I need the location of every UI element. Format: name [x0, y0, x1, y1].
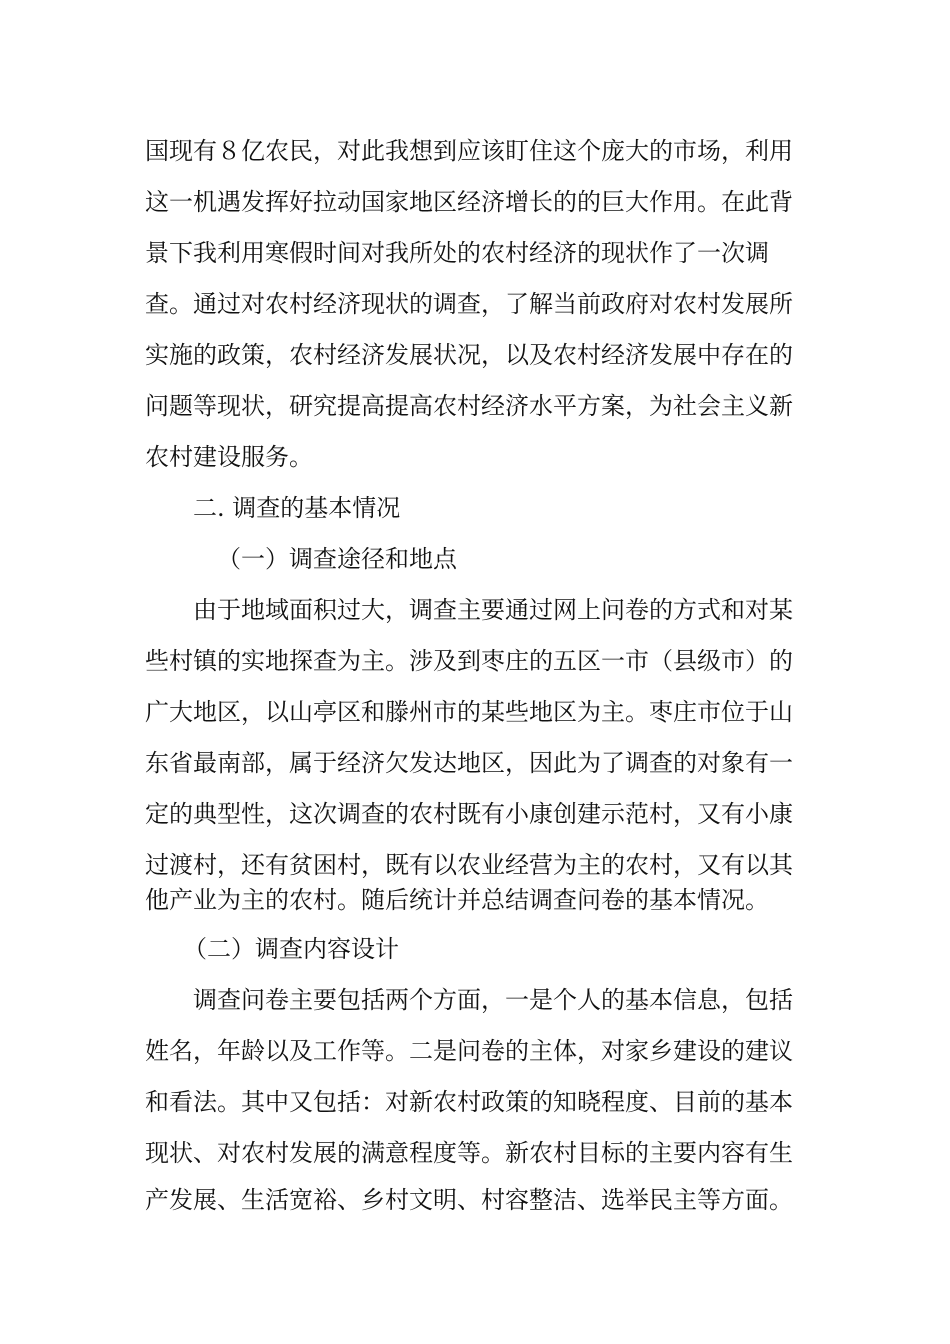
section-heading: 二. 调查的基本情况: [193, 494, 401, 522]
paragraph-line: 广大地区，以山亭区和滕州市的某些地区为主。枣庄市位于山: [145, 698, 793, 726]
paragraph-line: 查。通过对农村经济现状的调查，了解当前政府对农村发展所: [145, 290, 793, 318]
paragraph-line: 由于地域面积过大，调查主要通过网上问卷的方式和对某: [193, 596, 793, 624]
paragraph-line: 定的典型性，这次调查的农村既有小康创建示范村，又有小康: [145, 800, 793, 828]
paragraph-line: 东省最南部，属于经济欠发达地区，因此为了调查的对象有一: [145, 749, 793, 777]
subsection-heading: （二）调查内容设计: [183, 935, 399, 963]
paragraph-line: 产发展、生活宽裕、乡村文明、村容整洁、选举民主等方面。: [145, 1186, 793, 1214]
paragraph-line: 农村建设服务。: [145, 443, 313, 471]
paragraph-line: 国现有８亿农民，对此我想到应该盯住这个庞大的市场，利用: [145, 137, 793, 165]
paragraph-line: 问题等现状，研究提高提高农村经济水平方案，为社会主义新: [145, 392, 793, 420]
paragraph-line: 些村镇的实地探查为主。涉及到枣庄的五区一市（县级市）的: [145, 647, 793, 675]
paragraph-line: 他产业为主的农村。随后统计并总结调查问卷的基本情况。: [145, 886, 769, 914]
paragraph-line: 调查问卷主要包括两个方面，一是个人的基本信息，包括: [193, 986, 793, 1014]
paragraph-line: 景下我利用寒假时间对我所处的农村经济的现状作了一次调: [145, 239, 769, 267]
paragraph-line: 和看法。其中又包括：对新农村政策的知晓程度、目前的基本: [145, 1088, 793, 1116]
paragraph-line: 姓名，年龄以及工作等。二是问卷的主体，对家乡建设的建议: [145, 1037, 793, 1065]
paragraph-line: 现状、对农村发展的满意程度等。新农村目标的主要内容有生: [145, 1139, 793, 1167]
subsection-heading: （一）调查途径和地点: [217, 545, 457, 573]
paragraph-line: 过渡村，还有贫困村，既有以农业经营为主的农村，又有以其: [145, 851, 793, 879]
paragraph-line: 实施的政策，农村经济发展状况，以及农村经济发展中存在的: [145, 341, 793, 369]
paragraph-line: 这一机遇发挥好拉动国家地区经济增长的的巨大作用。在此背: [145, 188, 793, 216]
